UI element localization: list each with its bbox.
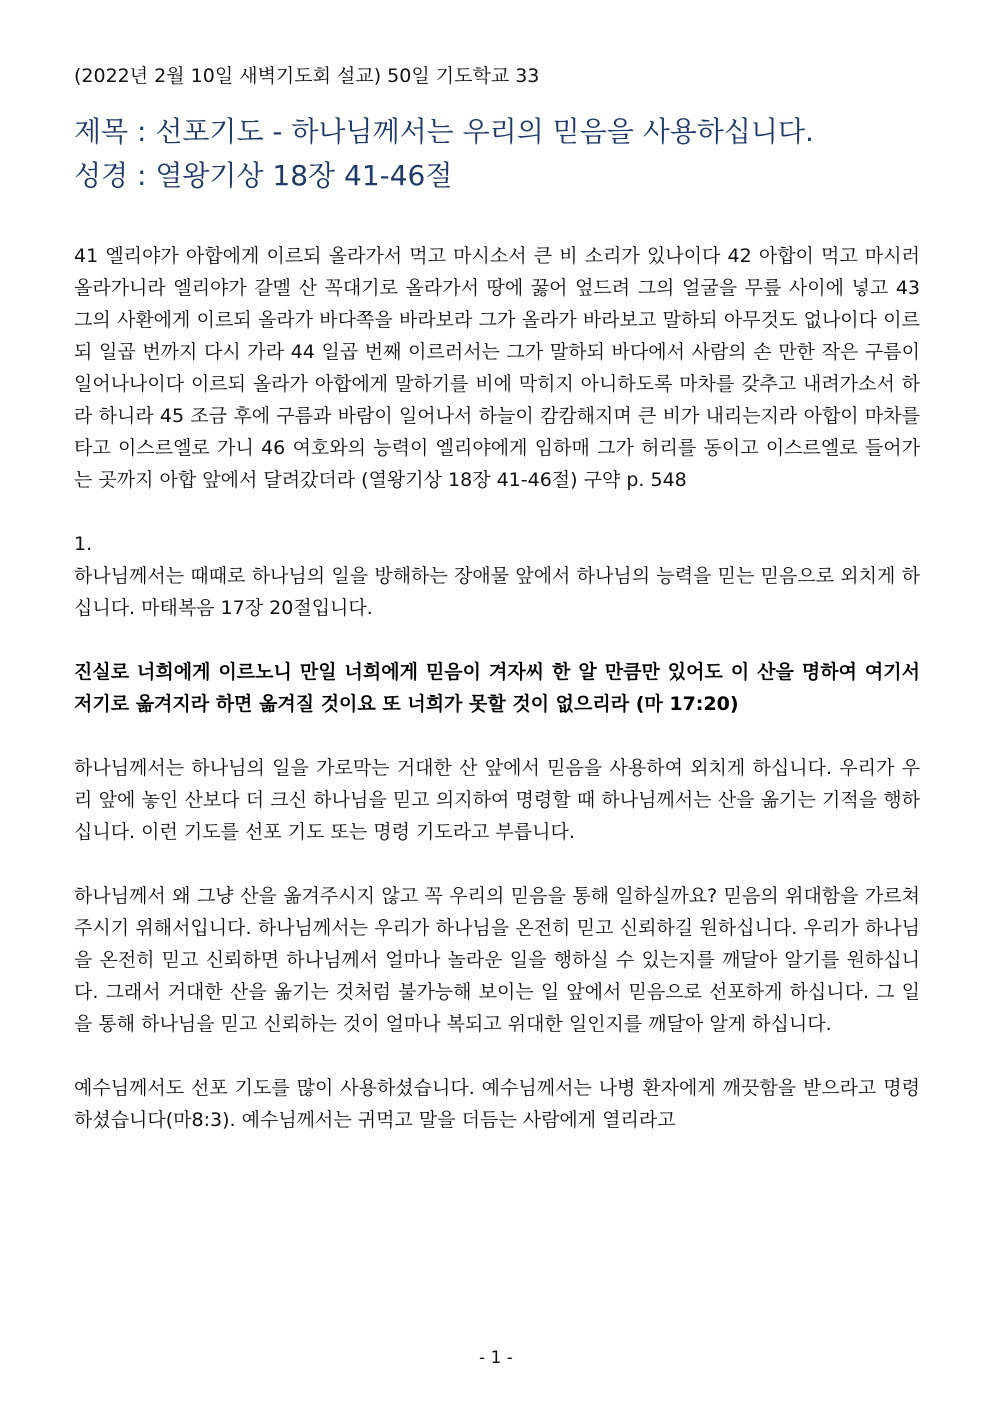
spacer	[74, 848, 920, 880]
body-paragraph-4: 예수님께서도 선포 기도를 많이 사용하셨습니다. 예수님께서는 나병 환자에게 깨끗함을 받으라고 명령하셨습니다(마8:3). 예수님께서는 귀먹고 말을 더듬는 사람에게 열리라고	[74, 1077, 920, 1131]
spacer	[74, 720, 920, 752]
spacer	[74, 1040, 920, 1072]
spacer	[74, 496, 920, 528]
section-number: 1.	[74, 533, 93, 555]
body-paragraph-2: 하나님께서는 하나님의 일을 가로막는 거대한 산 앞에서 믿음을 사용하여 외치게 하십니다. 우리가 우리 앞에 놓인 산보다 더 크신 하나님을 믿고 의지하여 명령할 때 하나님께서는 산을 옮기는 기적을 행하십니다. 이런 기도를 선포 기도 또는 명령 기도라고 부릅니다.	[74, 757, 920, 843]
sermon-header: (2022년 2월 10일 새벽기도회 설교) 50일 기도학교 33	[74, 65, 540, 87]
scripture-reference: 성경 : 열왕기상 18장 41-46절	[74, 159, 453, 192]
verse-quote: 진실로 너희에게 이르노니 만일 너희에게 믿음이 겨자씨 한 알 만큼만 있어도 이 산을 명하여 여기서 저기로 옮겨지라 하면 옮겨질 것이요 또 너희가 못할 것이 없으리라 (마 17:20)	[74, 661, 920, 715]
spacer	[74, 624, 920, 656]
page-number: - 1 -	[479, 1348, 513, 1368]
scripture-text: 41 엘리야가 아합에게 이르되 올라가서 먹고 마시소서 큰 비 소리가 있나이다 42 아합이 먹고 마시러 올라가니라 엘리야가 갈멜 산 꼭대기로 올라가서 땅에 꿇어 엎드려 그의 얼굴을 무릎 사이에 넣고 43 그의 사환에게 이르되 올라가 바다쪽을 바라보라 그가 올라가 바라보고 말하되 아무것도 없나이다 이르되 일곱 번까지 다시 가라 44 일곱 번째 이르러서는 그가 말하되 바다에서 사람의 손 만한 작은 구름이 일어나나이다 이르되 올라가 아합에게 말하기를 비에 막히지 아니하도록 마차를 갖추고 내려가소서 하라 하니라 45 조금 후에 구름과 바람이 일어나서 하늘이 캄캄해지며 큰 비가 내리는지라 아합이 마차를 타고 이스르엘로 가니 46 여호와의 능력이 엘리야에게 임하매 그가 허리를 동이고 이스르엘로 들어가는 곳까지 아합 앞에서 달려갔더라 (열왕기상 18장 41-46절) 구약 p. 548	[74, 245, 920, 491]
title-block	[74, 110, 920, 198]
body-paragraph-3: 하나님께서 왜 그냥 산을 옮겨주시지 않고 꼭 우리의 믿음을 통해 일하실까요? 믿음의 위대함을 가르쳐주시기 위해서입니다. 하나님께서는 우리가 하나님을 온전히 믿고 신뢰하길 원하십니다. 우리가 하나님을 온전히 믿고 신뢰하면 하나님께서 얼마나 놀라운 일을 행하실 수 있는지를 깨달아 알기를 원하십니다. 그래서 거대한 산을 옮기는 것처럼 불가능해 보이는 일 앞에서 믿음으로 선포하게 하십니다. 그 일을 통해 하나님을 믿고 신뢰하는 것이 얼마나 복되고 위대한 일인지를 깨달아 알게 하십니다.	[74, 885, 920, 1035]
body-paragraph-1: 하나님께서는 때때로 하나님의 일을 방해하는 장애물 앞에서 하나님의 능력을 믿는 믿음으로 외치게 하십니다. 마태복음 17장 20절입니다.	[74, 565, 920, 619]
sermon-title: 제목 : 선포기도 - 하나님께서는 우리의 믿음을 사용하십니다.	[74, 115, 814, 148]
